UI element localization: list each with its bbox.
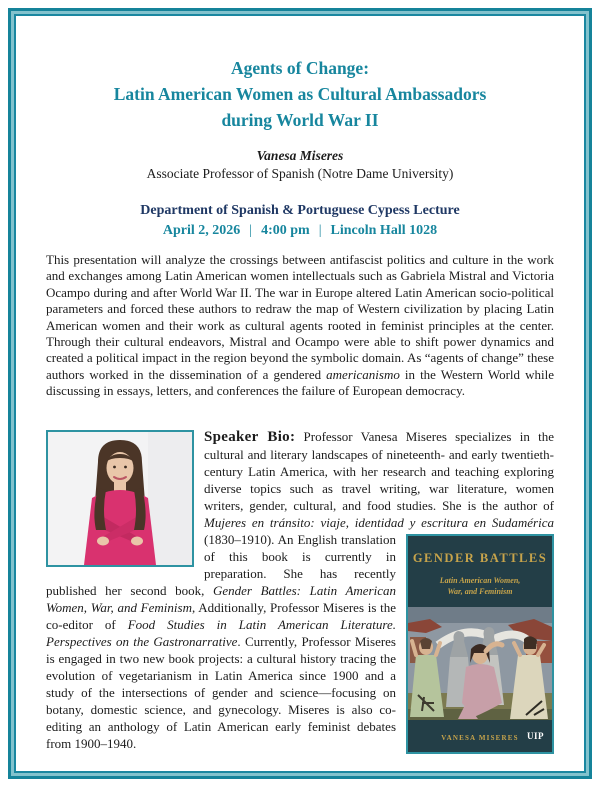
book-subtitle-line-2: War, and Feminism: [447, 586, 513, 596]
event-time: 4:00 pm: [261, 222, 310, 238]
bio-text: . Currently, Professor Miseres is engaged in two new book projects: a cultural history tracing the evolution of vegetarianism in Latin America since 1900 and a study of the intersections of gender and science—focusing on botany, domestic science, and gynecology. Miseres is also co-editing an anthology of Latin American early feminist debates from 1900–1940.: [46, 633, 396, 751]
event-date: April 2, 2026: [162, 222, 241, 238]
abstract-text: This presentation will analyze the crossings between antifascist politics and culture in the work and exchanges among Latin American women intellectuals such as Gabriela Mistral and Victoria Ocampo during and after World War II. The war in Europe altered Latin American socio-political parameters and forced these authors to redraw the map of Western civilization by placing Latin American women and their work as cultural agents rooted in feminist principles at the center. Through their cultural endeavors, Mistral and Ocampo were able to shift power dynamics and created a political impact in the region beyond the symbolic domain. As “agents of change” these authors worked in the dissemination of a gendered: [46, 252, 554, 382]
bio-label: Speaker Bio:: [204, 428, 296, 445]
book-author: VANESA MISERES: [441, 733, 519, 742]
separator: |: [318, 222, 322, 238]
title-line-2: Latin American Women as Cultural Ambassadors: [113, 84, 487, 104]
book-cover-art: [408, 607, 552, 720]
publisher-logo: UIP: [527, 730, 544, 741]
book-cover-title: GENDER BATTLES: [412, 550, 548, 565]
bio-book-title-2: Gender Battles: Latin American Women, War, and Feminism: [46, 582, 396, 615]
lecture-series: Department of Spanish & Portuguese Cypess Lecture: [140, 203, 460, 218]
bio-text: Professor Vanesa Miseres specializes in the cultural and literary landscapes of nineteenth- and early twentieth-century Latin America, with her research and teaching exploring diverse topics such as travel writing, war literature, women writers, gender, cultural, and food studies. She is the author of: [204, 428, 554, 513]
page-border-inner: [11, 11, 589, 776]
separator: |: [249, 222, 253, 238]
bio-book-title-3: Food Studies in Latin American Literature. Perspectives on the Gastronarrative: [46, 616, 396, 649]
speaker-bio-paragraph: [46, 428, 554, 752]
abstract-paragraph: [46, 252, 554, 400]
mural-painting-illustration: [408, 607, 552, 720]
abstract-text-end: in the Western World while discussing in essays, letters, and conferences the failure of European democracy.: [46, 366, 554, 399]
flyer-content: [17, 17, 583, 770]
event-location: Lincoln Hall 1028: [330, 222, 438, 238]
bio-book-title-1b: escritura en Sudamérica: [421, 514, 554, 530]
bio-text: , Additionally, Professor Miseres is the co-editor of: [46, 599, 396, 632]
bio-text: (1830–1910). An English translation of this book is currently in preparation. She has recently published her second book,: [46, 531, 396, 598]
book-cover: [406, 534, 554, 754]
speaker-name: Vanesa Miseres: [256, 148, 344, 163]
page-border: [8, 8, 592, 779]
title-line-3: during World War II: [221, 110, 379, 130]
book-cover-subtitle: [408, 575, 552, 597]
page-title: [46, 55, 554, 133]
speaker-block: [46, 147, 554, 183]
bio-book-title-1: Mujeres en tránsito: viaje, identidad y: [204, 514, 422, 530]
speaker-portrait-illustration: [48, 432, 192, 565]
speaker-affiliation: Associate Professor of Spanish (Notre Dame University): [146, 166, 454, 181]
event-block: [46, 201, 554, 240]
page-border-innermost: [14, 14, 586, 773]
lecture-datetime: [46, 221, 554, 241]
title-line-1: Agents of Change:: [230, 58, 370, 78]
speaker-photo: [46, 430, 194, 567]
book-subtitle-line-1: Latin American Women,: [439, 575, 521, 585]
abstract-italic-term: americanismo: [326, 366, 400, 382]
book-cover-footer: [408, 720, 552, 752]
